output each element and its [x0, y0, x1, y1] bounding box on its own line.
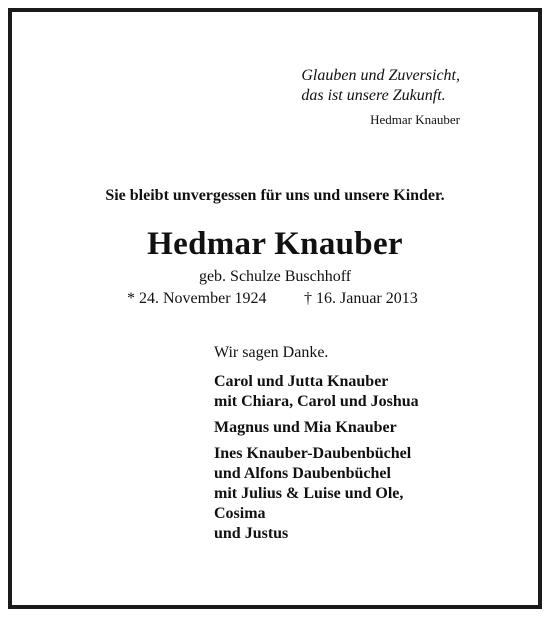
signer-line: Cosima	[214, 505, 266, 522]
thanks-text: Wir sagen Danke.	[214, 344, 329, 361]
signer-group	[214, 444, 419, 544]
signer-line: Carol und Jutta Knauber	[214, 373, 389, 390]
motto-author: Hedmar Knauber	[370, 112, 460, 127]
signer-group	[214, 418, 419, 438]
signer-line: Magnus und Mia Knauber	[214, 419, 397, 436]
death-date: † 16. Januar 2013	[304, 290, 418, 307]
motto-line: Glauben und Zuversicht,	[301, 67, 460, 84]
motto-quote	[301, 66, 460, 106]
signer-line: mit Chiara, Carol und Joshua	[214, 393, 419, 410]
signer-line: und Justus	[214, 525, 289, 542]
signer-line: mit Julius & Luise und Ole,	[214, 485, 404, 502]
signer-line: und Alfons Daubenbüchel	[214, 465, 391, 482]
birth-date: * 24. November 1924	[127, 290, 267, 307]
intro-text: Sie bleibt unvergessen für uns und unsere Kinder.	[105, 187, 445, 204]
motto-line: das ist unsere Zukunft.	[301, 87, 446, 104]
maiden-name: geb. Schulze Buschhoff	[198, 268, 352, 285]
signers-list	[214, 372, 419, 550]
signer-group	[214, 372, 419, 412]
deceased-name: Hedmar Knauber	[147, 226, 403, 262]
signer-line: Ines Knauber-Daubenbüchel	[214, 445, 412, 462]
